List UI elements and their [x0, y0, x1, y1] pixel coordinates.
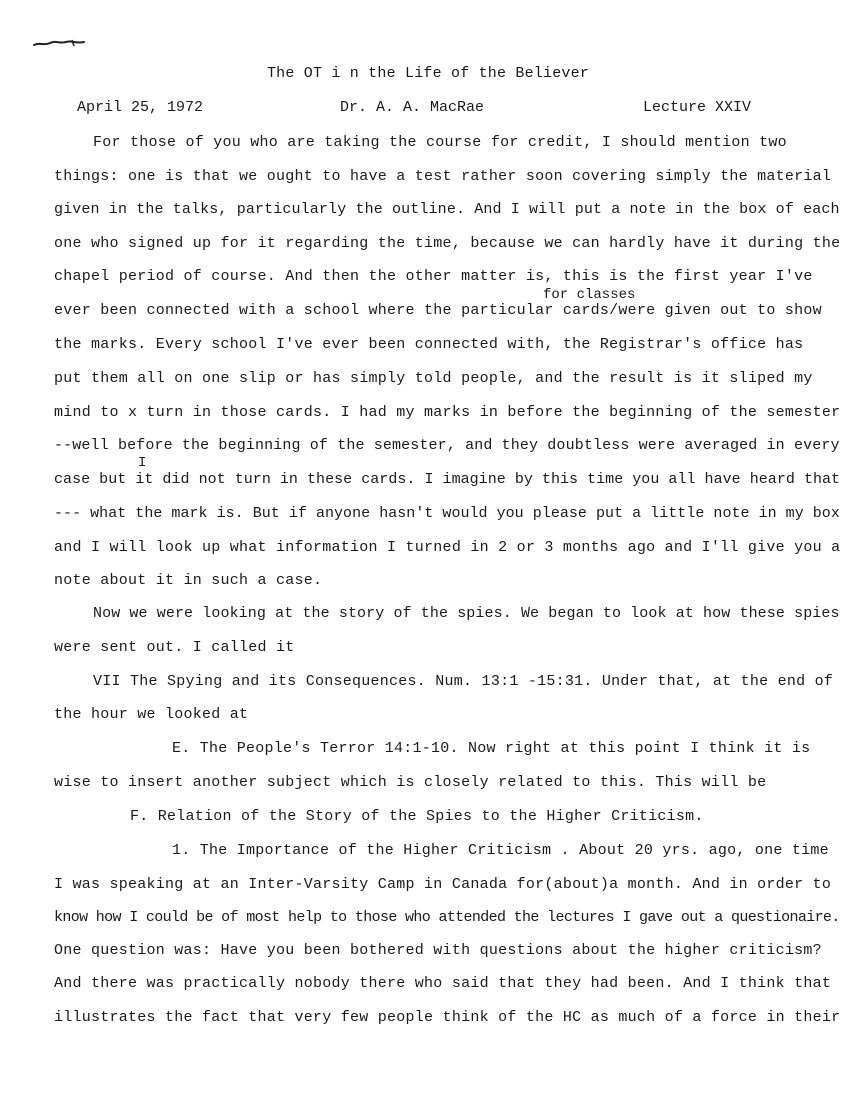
lecture-number: Lecture XXIV — [643, 99, 752, 116]
body-line: the marks. Every school I've ever been connected with, the Registrar's office has — [54, 336, 804, 353]
section-heading: VII The Spying and its Consequences. Num. 13:1 -15:31. Under that, at the end of — [93, 673, 834, 690]
body-line: mind to x turn in those cards. I had my marks in before the beginning of the semester — [54, 404, 841, 421]
body-line: case but it did not turn in these cards. I imagine by this time you all have heard that — [54, 471, 841, 488]
interlinear-insertion: for classes — [543, 287, 636, 303]
body-line: For those of you who are taking the course for credit, I should mention two — [93, 134, 787, 151]
body-line: the hour we looked at — [54, 706, 249, 723]
body-line: wise to insert another subject which is closely related to this. This will be — [54, 774, 767, 791]
body-line: And there was practically nobody there who said that they had been. And I think that — [54, 975, 832, 992]
body-line: put them all on one slip or has simply told people, and the result is it sliped my — [54, 370, 813, 387]
body-line: --- what the mark is. But if anyone hasn't would you please put a little note in my box — [54, 505, 840, 522]
body-line: --well before the beginning of the semester, and they doubtless were averaged in every — [54, 437, 840, 454]
lecture-date: April 25, 1972 — [77, 99, 204, 116]
body-line: given in the talks, particularly the outline. And I will put a note in the box of each — [54, 201, 840, 218]
interlinear-insertion: I — [138, 455, 147, 471]
subsection-heading: 1. The Importance of the Higher Criticism . About 20 yrs. ago, one time — [172, 842, 829, 859]
document-title: The OT i n the Life of the Believer — [266, 65, 590, 82]
body-line: Now we were looking at the story of the spies. We began to look at how these spies — [93, 605, 840, 622]
pen-mark-icon — [32, 38, 86, 48]
body-line: note about it in such a case. — [54, 572, 323, 589]
lecture-author: Dr. A. A. MacRae — [340, 99, 485, 116]
body-line: One question was: Have you been bothered with questions about the higher criticism? — [54, 942, 822, 959]
body-line: one who signed up for it regarding the time, because we can hardly have it during the — [54, 235, 841, 252]
subsection-heading: F. Relation of the Story of the Spies to the Higher Criticism. — [130, 808, 704, 825]
document-header — [0, 99, 856, 119]
body-line: chapel period of course. And then the other matter is, this is the first year I've — [54, 268, 813, 285]
body-line: illustrates the fact that very few people think of the HC as much of a force in their — [54, 1009, 841, 1026]
body-line: I was speaking at an Inter-Varsity Camp in Canada for(about)a month. And in order to — [54, 876, 832, 893]
body-line: ever been connected with a school where the particular cards/were given out to show — [54, 302, 822, 319]
body-line: things: one is that we ought to have a test rather soon covering simply the material — [54, 168, 832, 185]
body-line: and I will look up what information I turned in 2 or 3 months ago and I'll give you a — [54, 539, 841, 556]
body-line: know how I could be of most help to those who attended the lectures I gave out a questionaire. — [54, 909, 840, 926]
subsection-heading: E. The People's Terror 14:1-10. Now right at this point I think it is — [172, 740, 811, 757]
body-line: were sent out. I called it — [54, 639, 295, 656]
